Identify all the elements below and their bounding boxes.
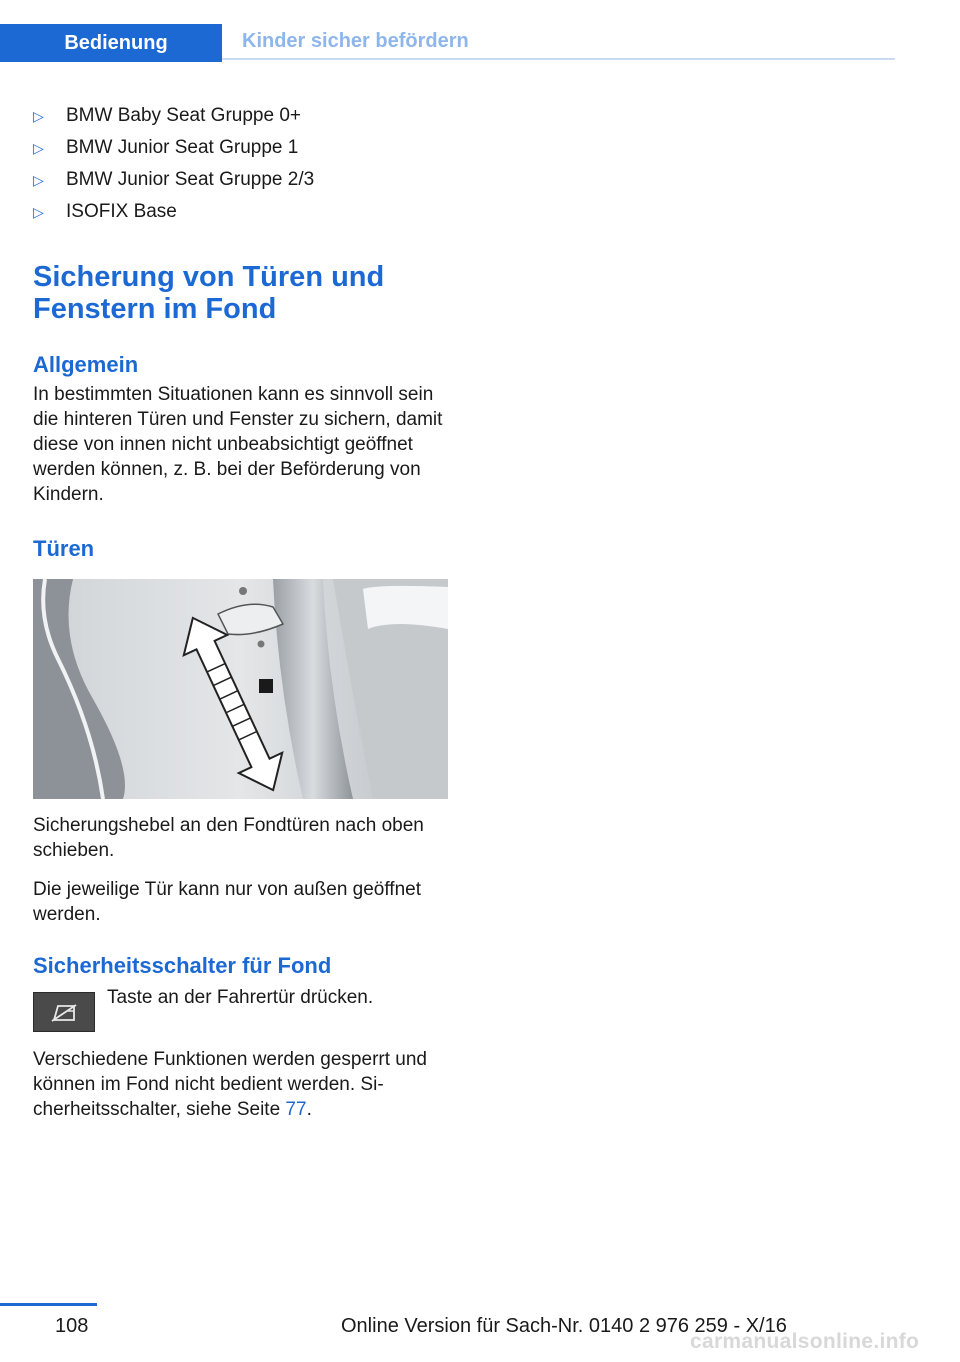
page-number: 108: [55, 1315, 89, 1337]
list-item: ▷ BMW Junior Seat Gruppe 1: [33, 132, 453, 164]
heading-tueren: Türen: [33, 536, 95, 561]
switch-row: [33, 987, 453, 1034]
footer-online-version: Online Version für Sach-Nr. 0140 2 976 259 - X/16: [341, 1315, 787, 1337]
paragraph-tuer-aussen: Die jeweilige Tür kann nur von außen geöffnet werden.: [33, 879, 421, 925]
paragraph-funktionen: Verschiedene Funktionen werden gesperrt und können im Fond nicht bedient werden. Sicherheitsschalter, siehe Seite 77.: [33, 1049, 427, 1120]
header-bar: [0, 24, 895, 62]
list-item: ▷ ISOFIX Base: [33, 196, 453, 228]
triangle-bullet-icon: ▷: [33, 108, 44, 124]
child-seat-list: [33, 100, 453, 228]
heading-allgemein: Allgemein: [33, 352, 139, 377]
watermark: carmanualsonline.info: [690, 1330, 920, 1353]
triangle-bullet-icon: ▷: [33, 172, 44, 188]
triangle-bullet-icon: ▷: [33, 204, 44, 220]
list-item: ▷ BMW Junior Seat Gruppe 2/3: [33, 164, 453, 196]
list-item: ▷ BMW Baby Seat Gruppe 0+: [33, 100, 453, 132]
switch-instruction: Taste an der Fahrertür drücken.: [107, 987, 374, 1008]
content-column: [33, 100, 453, 1122]
paragraph-hebel: Sicherungshebel an den Fondtüren nach oben schieben.: [33, 815, 424, 861]
paragraph-allgemein: In bestimmten Situationen kann es sinnvoll sein die hinteren Türen und Fenster zu sichern, damit diese von innen nicht unbeabsichtigt geöffnet werden können, z. B. bei der Beförderung von Kindern.: [33, 384, 443, 505]
window-lock-switch-icon: [33, 992, 95, 1032]
section-title: Sicherung von Türen und Fenstern im Fond: [33, 261, 385, 325]
tab-kinder-sicher-befoerdern[interactable]: Kinder sicher befördern: [222, 24, 895, 60]
footer-accent-line: [0, 1303, 97, 1306]
tab-bedienung[interactable]: Bedienung: [0, 24, 222, 62]
heading-sicherheitsschalter: Sicherheitsschalter für Fond: [33, 953, 332, 978]
triangle-bullet-icon: ▷: [33, 140, 44, 156]
door-lock-lever-illustration: [33, 579, 448, 799]
page-link-77[interactable]: 77: [285, 1099, 307, 1120]
